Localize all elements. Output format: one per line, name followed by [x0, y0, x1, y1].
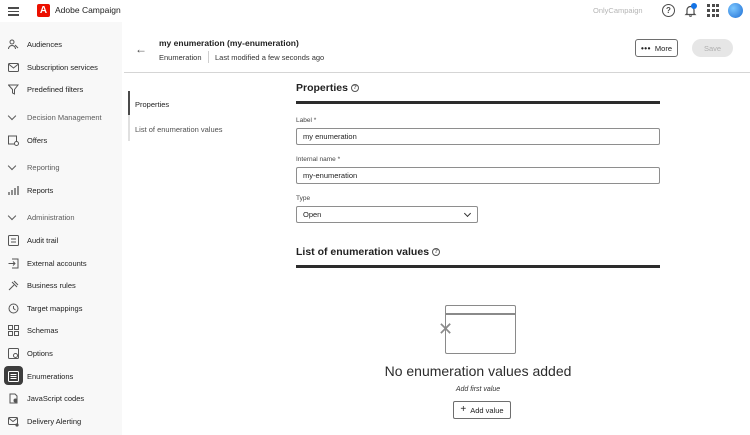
values-rule	[296, 265, 660, 268]
sidebar-item-label: Reports	[27, 185, 54, 195]
required-mark: *	[337, 156, 341, 163]
type-field-label: Type	[296, 195, 311, 202]
subscription-icon	[8, 62, 19, 73]
label-field-label	[296, 117, 316, 124]
sidebar-item-reports[interactable]	[0, 180, 122, 200]
enumerations-icon	[8, 371, 19, 382]
delivery-alerting-icon	[8, 416, 19, 427]
properties-title: Properties	[296, 82, 348, 94]
sidebar-item-audit-trail[interactable]	[0, 230, 122, 250]
empty-state-subtitle: Add first value	[455, 386, 501, 393]
empty-x-icon: ✕	[438, 319, 454, 339]
menu-icon[interactable]	[8, 5, 19, 17]
chevron-down-icon	[8, 211, 16, 219]
org-switcher[interactable]: OnlyCampaign	[593, 6, 643, 15]
header-divider	[208, 51, 209, 63]
sidebar-item-label: External accounts	[27, 258, 87, 268]
reports-icon	[8, 185, 19, 196]
properties-heading	[296, 82, 359, 94]
internal-name-input[interactable]: my-enumeration	[296, 167, 660, 184]
add-value-button[interactable]	[453, 401, 511, 419]
more-button-label: More	[654, 43, 672, 53]
sidebar-section-label: Reporting	[27, 162, 60, 172]
label-input[interactable]: my enumeration	[296, 128, 660, 145]
sidebar-item-label: JavaScript codes	[27, 393, 85, 403]
sidebar-item-target-mappings[interactable]	[0, 298, 122, 318]
info-icon[interactable]: ?	[351, 84, 359, 92]
values-title: List of enumeration values	[296, 246, 430, 258]
type-select[interactable]	[296, 206, 478, 223]
required-mark: *	[313, 117, 317, 124]
business-rules-icon	[8, 280, 19, 291]
nav-list-of-values[interactable]: List of enumeration values	[135, 125, 223, 134]
page-title: my enumeration (my-enumeration)	[159, 38, 299, 48]
sidebar-item-label: Subscription services	[27, 62, 98, 72]
apps-grid-icon[interactable]	[707, 4, 719, 17]
illustration-window-bar	[446, 313, 515, 315]
user-avatar[interactable]	[728, 3, 743, 18]
sidebar-item-label: Business rules	[27, 280, 76, 290]
sidebar-item-options[interactable]	[0, 343, 122, 363]
adobe-logo: A	[37, 4, 50, 17]
sidebar-item-label: Options	[27, 348, 53, 358]
sidebar-item-enumerations[interactable]	[0, 366, 122, 386]
target-mappings-icon	[8, 303, 19, 314]
sidebar-section-administration[interactable]	[0, 207, 122, 227]
more-button[interactable]	[635, 39, 678, 57]
top-bar	[0, 0, 750, 22]
sidebar-item-label: Enumerations	[27, 371, 74, 381]
external-accounts-icon	[8, 258, 19, 269]
sidebar	[0, 22, 122, 435]
sidebar-item-label: Target mappings	[27, 303, 83, 313]
sidebar-item-label: Audit trail	[27, 235, 59, 245]
info-icon[interactable]: ?	[432, 248, 440, 256]
sidebar-item-predefined-filters[interactable]	[0, 79, 122, 99]
last-modified: Last modified a few seconds ago	[215, 53, 325, 62]
chevron-down-icon	[8, 111, 16, 119]
plus-icon: +	[460, 404, 467, 415]
nav-properties[interactable]: Properties	[135, 100, 170, 109]
sidebar-item-label: Predefined filters	[27, 84, 84, 94]
sidebar-item-delivery-alerting[interactable]	[0, 411, 122, 431]
internal-name-text: Internal name	[296, 156, 336, 163]
sidebar-item-business-rules[interactable]	[0, 275, 122, 295]
values-heading	[296, 246, 440, 258]
section-nav-indicator	[128, 91, 130, 115]
empty-state-illustration	[445, 305, 516, 354]
internal-name-field-label	[296, 156, 340, 163]
sidebar-item-label: Offers	[27, 135, 48, 145]
more-dots-icon: •••	[641, 43, 651, 53]
offers-icon	[8, 135, 19, 146]
sidebar-section-reporting[interactable]	[0, 157, 122, 177]
sidebar-item-label: Audiences	[27, 39, 63, 49]
back-arrow-icon[interactable]: ←	[135, 42, 147, 56]
filter-icon	[8, 84, 19, 95]
chevron-down-icon	[464, 210, 471, 217]
help-icon[interactable]: ?	[662, 4, 675, 17]
sidebar-item-label: Delivery Alerting	[27, 416, 82, 426]
notification-badge	[691, 3, 697, 9]
empty-state-title: No enumeration values added	[384, 363, 572, 379]
sidebar-section-decision-management[interactable]	[0, 107, 122, 127]
audit-icon	[8, 235, 19, 246]
javascript-icon	[8, 393, 19, 404]
sidebar-section-label: Administration	[27, 212, 75, 222]
label-text: Label	[296, 117, 312, 124]
options-icon	[8, 348, 19, 359]
sidebar-item-javascript-codes[interactable]	[0, 388, 122, 408]
header-divider-line	[124, 72, 750, 73]
sidebar-item-audiences[interactable]	[0, 34, 122, 54]
save-button[interactable]: Save	[692, 39, 733, 57]
sidebar-item-subscription-services[interactable]	[0, 57, 122, 77]
audiences-icon	[8, 39, 19, 50]
app-name: Adobe Campaign	[55, 5, 121, 15]
type-select-value: Open	[303, 210, 322, 219]
sidebar-item-external-accounts[interactable]	[0, 253, 122, 273]
page-type: Enumeration	[159, 53, 202, 62]
main-content	[122, 22, 750, 435]
properties-rule	[296, 101, 660, 104]
schemas-icon	[8, 325, 19, 336]
sidebar-item-schemas[interactable]	[0, 320, 122, 340]
sidebar-section-label: Decision Management	[27, 112, 102, 122]
sidebar-item-label: Schemas	[27, 325, 59, 335]
chevron-down-icon	[8, 161, 16, 169]
sidebar-item-offers[interactable]	[0, 130, 122, 150]
add-value-label: Add value	[470, 405, 504, 415]
